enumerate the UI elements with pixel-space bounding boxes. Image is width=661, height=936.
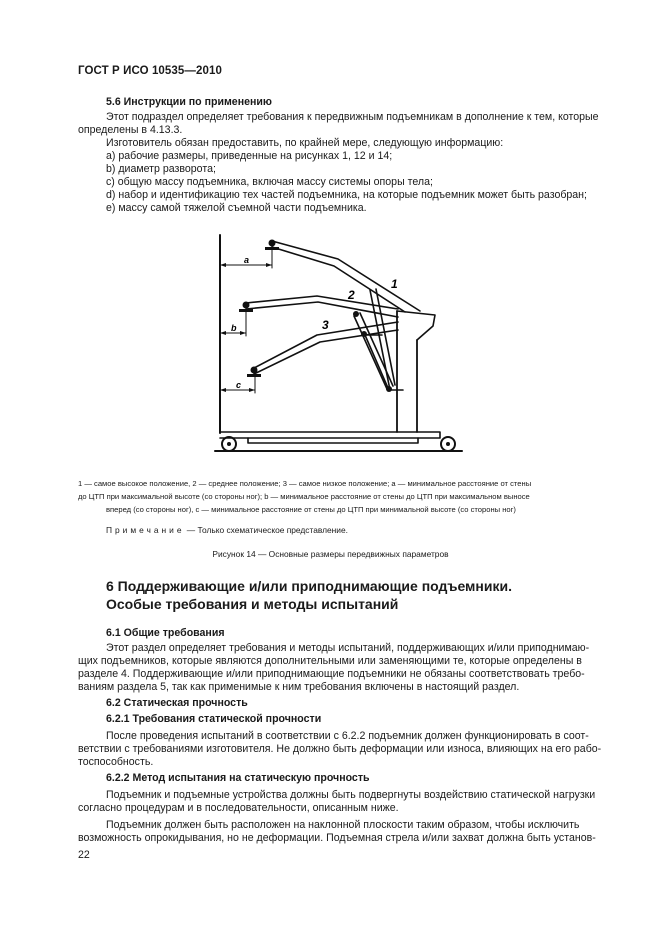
section-6-2-1-line3: тоспособность. [78,756,154,768]
figure-legend-line1: 1 — самое высокое положение, 2 — среднее положение; 3 — самое низкое положение; a — минимальное расстояние от стены [78,479,532,488]
section-6-1-line4: ваниям раздела 5, так как применимые к ним требования включены в настоящий раздел. [78,681,520,693]
label-dim-c: c [236,380,242,390]
note-label: Примечание [106,525,185,535]
figure-legend-line2: до ЦТП при максимальной высоте (со стороны ног); b — минимальное расстояние от стены до ЦТП при максимальном выносе [78,492,530,501]
section-6-2-2-p2-line2: возможность опрокидывания, но не деформации. Подъемная стрела и/или захват должна быть установ- [78,832,596,844]
list-item-d: d) набор и идентификацию тех частей подъемника, на которые подъемник может быть разобран; [106,189,587,201]
label-position-2: 2 [348,288,355,302]
section-6-2-title: 6.2 Статическая прочность [106,697,248,709]
section-6-2-2-title: 6.2.2 Метод испытания на статическую прочность [106,772,370,784]
label-position-1: 1 [391,277,398,291]
section-6-2-2-p1-line2: согласно процедурам и в последовательности, описанным ниже. [78,802,399,814]
standard-header: ГОСТ Р ИСО 10535—2010 [78,65,223,77]
section-6-1-line2: щих подъемников, которые являются дополнительными или заменяющими те, которые определены в [78,655,582,667]
list-item-b: b) диаметр разворота; [106,163,216,175]
note-text: — Только схематическое представление. [184,525,348,535]
section-6-title-line2: Особые требования и методы испытаний [106,596,399,612]
section-6-title-line1: 6 Поддерживающие и/или приподнимающие подъемники. [106,578,512,594]
list-item-a: a) рабочие размеры, приведенные на рисунках 1, 12 и 14; [106,150,393,162]
section-6-2-1-title: 6.2.1 Требования статической прочности [106,713,322,725]
lift-diagram [200,225,465,460]
figure-note [106,524,348,537]
section-6-2-2-p1-line1: Подъемник и подъемные устройства должны быть подвергнуты воздействию статической нагрузки [106,789,596,801]
label-dim-a: a [244,255,250,265]
section-5-6-para1-line1: Этот подраздел определяет требования к передвижным подъемникам в дополнение к тем, которые [106,111,599,123]
figure-caption: Рисунок 14 — Основные размеры передвижных параметров [212,549,449,559]
label-dim-b: b [231,323,237,333]
figure-legend-line3: вперед (со стороны ног), c — минимальное расстояние от стены до ЦТП при минимальной высоте (со стороны ног) [106,505,516,514]
list-item-e: e) массу самой тяжелой съемной части подъемника. [106,202,367,214]
page-number: 22 [78,849,90,861]
section-5-6-title: 5.6 Инструкции по применению [106,96,272,108]
section-6-1-line1: Этот раздел определяет требования и методы испытаний, поддерживающих и/или приподнимаю- [106,642,590,654]
section-6-2-1-line1: После проведения испытаний в соответствии с 6.2.2 подъемник должен функционировать в соот- [106,730,589,742]
label-position-3: 3 [322,318,329,332]
section-5-6-para1-line2: определены в 4.13.3. [78,124,183,136]
section-6-1-title: 6.1 Общие требования [106,627,225,639]
section-6-1-line3: разделе 4. Поддерживающие и/или приподнимающие подъемники не обязаны соответствовать требо- [78,668,585,680]
section-6-2-2-p2-line1: Подъемник должен быть расположен на наклонной плоскости таким образом, чтобы исключить [106,819,580,831]
section-5-6-para2: Изготовитель обязан предоставить, по крайней мере, следующую информацию: [106,137,504,149]
list-item-c: c) общую массу подъемника, включая массу системы опоры тела; [106,176,433,188]
section-6-2-1-line2: ветствии с требованиями изготовителя. Не должно быть деформации или износа, влияющих на его рабо- [78,743,602,755]
